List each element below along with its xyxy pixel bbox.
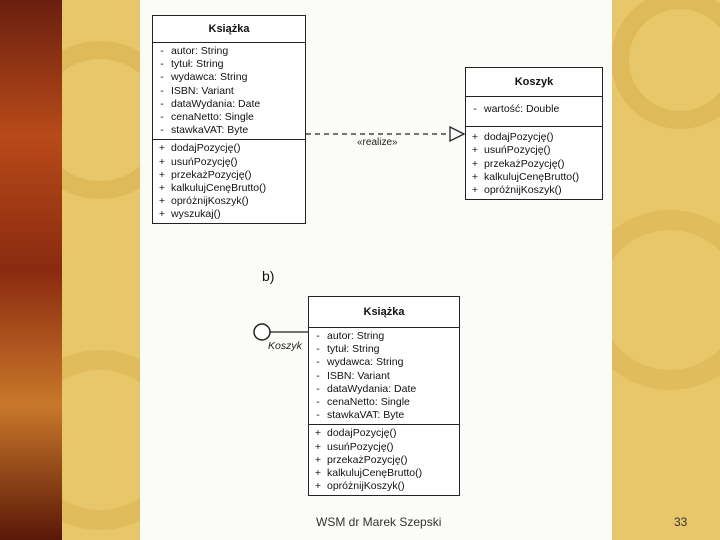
visibility-marker: + <box>471 170 479 183</box>
member-text: przekażPozycję() <box>171 168 252 181</box>
attributes-section <box>466 97 602 127</box>
member-text: opróżnijKoszyk() <box>327 480 405 493</box>
member-text: wydawca: String <box>327 356 404 369</box>
visibility-marker: - <box>316 369 320 382</box>
member-text: dodajPozycję() <box>484 131 554 144</box>
visibility-marker: + <box>314 427 322 440</box>
member-text: wyszukaj() <box>171 208 221 221</box>
member-text: tytuł: String <box>171 58 224 71</box>
visibility-marker: - <box>160 58 164 71</box>
member-text: usuńPozycję() <box>484 144 551 157</box>
member-row <box>153 71 305 84</box>
label-b: b) <box>262 268 275 284</box>
decorative-sidebar <box>0 0 62 540</box>
class-koszyk <box>465 67 603 200</box>
member-text: dataWydania: Date <box>327 382 417 395</box>
member-text: ISBN: Variant <box>327 369 390 382</box>
visibility-marker: - <box>160 71 164 84</box>
interface-label: Koszyk <box>268 340 302 352</box>
member-row <box>466 184 602 197</box>
member-row <box>466 103 602 116</box>
member-row <box>153 208 305 221</box>
member-text: dataWydania: Date <box>171 97 261 110</box>
visibility-marker: - <box>473 103 477 115</box>
visibility-marker: - <box>316 356 320 369</box>
member-row <box>466 158 602 171</box>
member-row <box>309 330 459 343</box>
visibility-marker: + <box>314 466 322 479</box>
attributes-section <box>309 328 459 425</box>
member-row <box>309 409 459 422</box>
class-ksiazka-a <box>152 15 306 224</box>
member-text: opróżnijKoszyk() <box>484 183 562 196</box>
class-ksiazka-b <box>308 296 460 496</box>
visibility-marker: + <box>314 440 322 453</box>
member-row <box>309 343 459 356</box>
member-text: usuńPozycję() <box>171 155 238 168</box>
member-row <box>153 58 305 71</box>
member-row <box>153 182 305 195</box>
member-row <box>153 45 305 58</box>
visibility-marker: - <box>316 343 320 356</box>
visibility-marker: - <box>316 330 320 342</box>
member-row <box>153 169 305 182</box>
member-row <box>309 356 459 369</box>
member-text: przekażPozycję() <box>327 453 408 466</box>
member-text: stawkaVAT: Byte <box>171 124 249 137</box>
visibility-marker: - <box>160 110 164 123</box>
visibility-marker: - <box>160 124 164 137</box>
visibility-marker: + <box>471 157 479 170</box>
member-row <box>466 171 602 184</box>
visibility-marker: + <box>158 195 166 208</box>
visibility-marker: + <box>158 181 166 194</box>
operations-section <box>466 127 602 199</box>
member-row <box>309 427 459 440</box>
member-row <box>153 98 305 111</box>
visibility-marker: - <box>316 409 320 422</box>
member-text: ISBN: Variant <box>171 84 234 97</box>
member-row <box>466 131 602 144</box>
visibility-marker: - <box>316 382 320 395</box>
visibility-marker: + <box>471 144 479 157</box>
member-text: przekażPozycję() <box>484 157 565 170</box>
visibility-marker: + <box>158 142 166 155</box>
member-text: wartość: Double <box>484 103 560 115</box>
member-row <box>153 124 305 137</box>
visibility-marker: - <box>160 97 164 110</box>
member-row <box>309 480 459 493</box>
operations-section <box>309 425 459 495</box>
attributes-section <box>153 43 305 140</box>
member-text: autor: String <box>327 330 385 342</box>
member-text: opróżnijKoszyk() <box>171 195 249 208</box>
member-row <box>153 111 305 124</box>
member-row <box>153 85 305 98</box>
visibility-marker: + <box>314 480 322 493</box>
visibility-marker: - <box>160 84 164 97</box>
visibility-marker: - <box>160 45 164 57</box>
visibility-marker: - <box>316 395 320 408</box>
member-row <box>309 441 459 454</box>
visibility-marker: + <box>471 131 479 144</box>
class-title: Książka <box>153 16 305 43</box>
member-text: tytuł: String <box>327 343 380 356</box>
footer-author: WSM dr Marek Szepski <box>316 515 442 529</box>
member-text: cenaNetto: Single <box>327 395 410 408</box>
member-row <box>309 454 459 467</box>
member-text: dodajPozycję() <box>327 427 397 440</box>
member-text: kalkulujCenęBrutto() <box>484 170 580 183</box>
member-row <box>309 383 459 396</box>
realize-label: «realize» <box>357 137 398 148</box>
member-row <box>153 156 305 169</box>
member-text: kalkulujCenęBrutto() <box>327 466 423 479</box>
member-row <box>153 195 305 208</box>
visibility-marker: + <box>158 168 166 181</box>
member-row <box>466 144 602 157</box>
member-row <box>309 370 459 383</box>
visibility-marker: + <box>314 453 322 466</box>
member-text: cenaNetto: Single <box>171 110 254 123</box>
member-row <box>309 467 459 480</box>
member-text: autor: String <box>171 45 229 57</box>
member-row <box>309 396 459 409</box>
member-text: usuńPozycję() <box>327 440 394 453</box>
member-text: dodajPozycję() <box>171 142 241 155</box>
operations-section <box>153 140 305 223</box>
member-text: kalkulujCenęBrutto() <box>171 181 267 194</box>
visibility-marker: + <box>471 183 479 196</box>
visibility-marker: + <box>158 208 166 221</box>
class-title: Koszyk <box>466 68 602 97</box>
page-number: 33 <box>674 515 688 529</box>
member-text: stawkaVAT: Byte <box>327 409 405 422</box>
member-text: wydawca: String <box>171 71 248 84</box>
class-title: Książka <box>309 297 459 328</box>
member-row <box>153 142 305 155</box>
visibility-marker: + <box>158 155 166 168</box>
